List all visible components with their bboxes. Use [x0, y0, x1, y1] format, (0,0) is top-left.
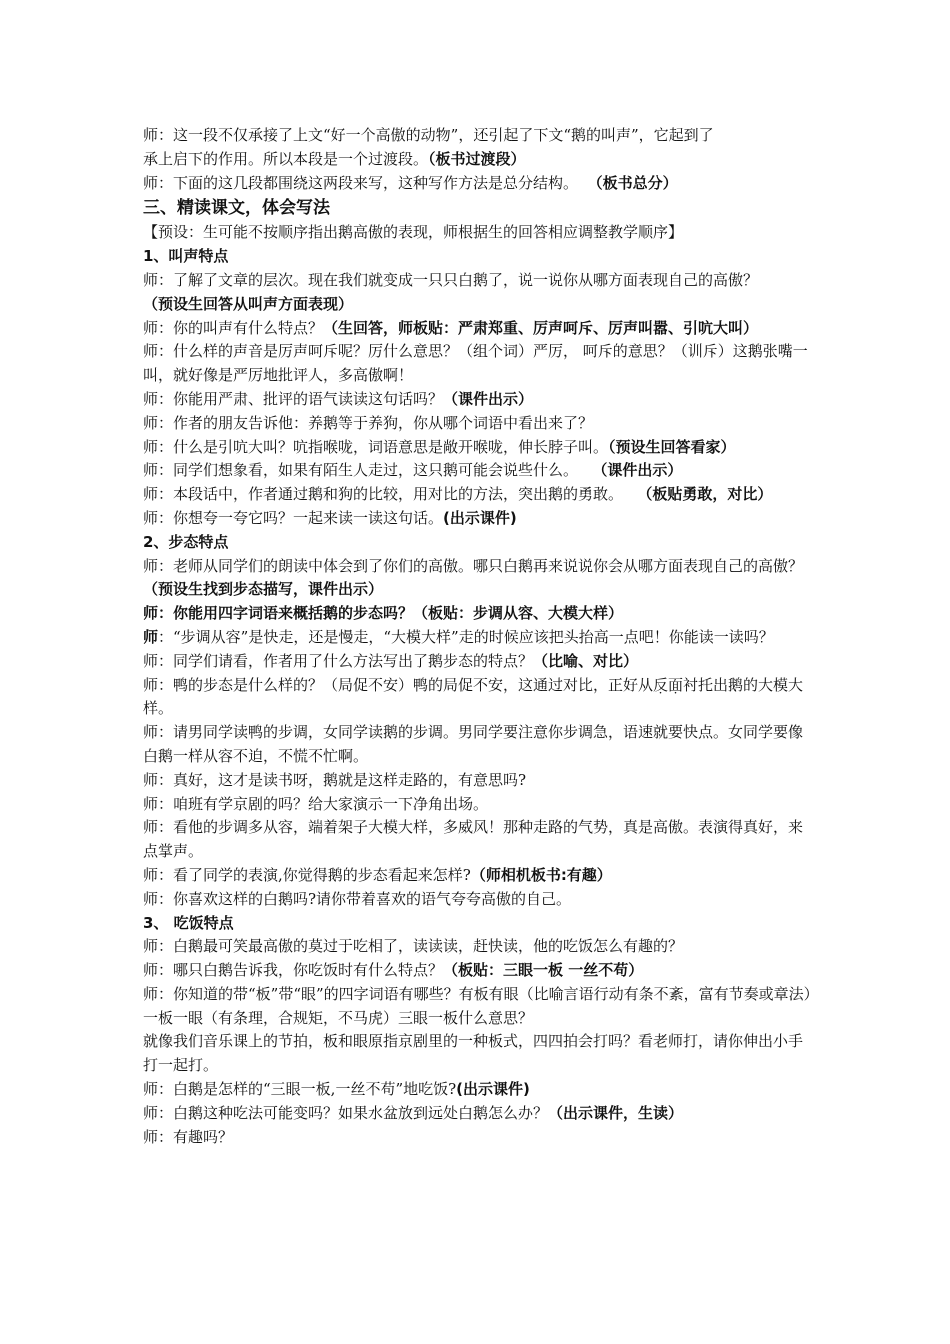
text: 师：看了同学的表演,你觉得鹅的步态看起来怎样?	[143, 865, 471, 884]
paragraph	[143, 1078, 815, 1102]
text: 师：什么是引吭大叫？吭指喉咙，词语意思是敞开喉咙，伸长脖子叫。	[143, 437, 609, 456]
paragraph	[143, 626, 815, 650]
board-note: （师相机板书:有趣）	[470, 865, 612, 884]
paragraph: 师：什么样的声音是厉声呵斥呢？厉什么意思？（组个词）严厉， 呵斥的意思？（训斥）这鹅张嘴一叫，就好像是严厉地批评人，多高傲啊！	[143, 342, 808, 385]
subsection-heading: 2、步态特点	[143, 532, 229, 551]
paragraph: 师：你喜欢这样的白鹅吗?请你带着喜欢的语气夸夸高傲的自己。	[143, 889, 572, 908]
text: 衬托出鹅的大模大样。	[143, 675, 804, 718]
text: 师：同学们请看，作者用了什么方法写出了鹅步态的特点？	[143, 651, 534, 670]
paragraph	[143, 674, 815, 722]
paragraph	[143, 1102, 815, 1126]
paragraph: 师：真好，这才是读书呀，鹅就是这样走路的，有意思吗?	[143, 770, 527, 789]
text: 师：这一段不仅承接了上文“好一个高傲的动物”，还引起了下文“鹅的叫声”，它起到了	[143, 126, 714, 144]
text: 师：你能用严肃、批评的语气读读这句话吗？	[143, 389, 444, 408]
text: 师：鸭的步态是什么样的？（局促不安）鸭的局促不安，这通过对比，正好从	[143, 675, 654, 694]
paragraph: 师：请男同学读鸭的步调，女同学读鹅的步调。男同学要注意你步调急，语速就要快点。女同学要像白鹅一样从容不迫，不慌不忙啊。	[143, 723, 804, 765]
paragraph	[143, 436, 815, 460]
text: 师：白鹅这种吃法可能变吗？如果水盆放到远处白鹅怎么办？	[143, 1103, 549, 1122]
board-note: （生回答，师板贴：严肃郑重、厉声呵斥、厉声叫嚣、引吭大叫）	[323, 318, 759, 337]
paragraph: 师：看他的步调多从容，端着架子大模大样，多威风！那种走路的气势，真是高傲。表演得真好，来点掌声。	[143, 818, 804, 861]
paragraph: 师：有趣吗？	[143, 1127, 234, 1146]
subsection-heading: 3、 吃饭特点	[143, 913, 234, 932]
paragraph: 师：咱班有学京剧的吗？给大家演示一下净角出场。	[143, 794, 489, 813]
speaker: 师	[143, 627, 159, 646]
board-note: （比喻、对比）	[533, 651, 639, 670]
paragraph	[143, 172, 815, 196]
paragraph	[143, 459, 815, 483]
text: 师：老师从同学们的朗读中体会到了你们的高傲。哪只白鹅再来说说你会从哪方面表现自己的高傲？	[143, 556, 804, 575]
paragraph	[143, 483, 815, 507]
emphasis-char: 反	[653, 675, 669, 694]
text: 师：你想夸一夸它吗？一起来读一读这句话。	[143, 508, 444, 527]
board-note: （出示课件，生读）	[548, 1103, 684, 1122]
text: 师：白鹅是怎样的“三眼一板,一丝不苟”地吃饭?	[143, 1080, 457, 1099]
emphasis-char: 面	[668, 675, 684, 694]
paragraph-bold: 师：你能用四字词语来概括鹅的步态吗？（板贴：步调从容、大模大样）	[143, 604, 624, 623]
board-note: （板书总分）	[587, 173, 678, 192]
paragraph: 师：白鹅最可笑最高傲的莫过于吃相了，读读读，赶快读，他的吃饭怎么有趣的？	[143, 937, 684, 956]
board-note: (出示课件)	[443, 508, 517, 527]
text: ：“步调从容”是快走，还是慢走，“大模大样”走的时候应该把头抬高一点吧！你能读一读吗？	[158, 627, 774, 646]
text: 师：你的叫声有什么特点？	[143, 318, 324, 337]
subsection-heading: 1、叫声特点	[143, 247, 229, 266]
paragraph	[143, 959, 815, 983]
text: 师：本段话中，作者通过鹅和狗的比较，用对比的方法，突出鹅的勇敢。	[143, 485, 624, 504]
text: 师：哪只白鹅告诉我，你吃饭时有什么特点？	[143, 961, 444, 980]
board-note: （板贴勇敢，对比）	[637, 485, 773, 504]
lesson-text	[143, 124, 815, 1149]
paragraph: 师：作者的朋友告诉他：养鹅等于养狗，你从哪个词语中看出来了？	[143, 413, 594, 432]
paragraph: 就像我们音乐课上的节拍，板和眼原指京剧里的一种板式，四四拍会打吗？看老师打，请你伸出小手打一起打。	[143, 1032, 804, 1075]
paragraph	[143, 317, 815, 341]
paragraph	[143, 124, 815, 172]
board-note: （课件出示）	[592, 461, 683, 480]
board-note: （板书过渡段）	[428, 149, 526, 168]
text: 承上启下的作用。所以本段是一个过渡段。	[143, 149, 429, 168]
paragraph	[143, 555, 815, 603]
board-note: （课件出示）	[443, 389, 534, 408]
board-note: （预设生回答从叫声方面表现）	[143, 294, 354, 313]
board-note: （预设生找到步态描写，课件出示）	[143, 580, 384, 599]
board-note: （预设生回答看家）	[608, 437, 736, 456]
text: 师：同学们想象看，如果有陌生人走过，这只鹅可能会说些什么。	[143, 461, 579, 480]
paragraph	[143, 650, 815, 674]
board-note: (出示课件)	[456, 1080, 530, 1099]
board-note: （板贴：三眼一板 一丝不苟）	[443, 961, 644, 980]
text: 师：了解了文章的层次。现在我们就变成一只只白鹅了，说一说你从哪方面表现自己的高傲？	[143, 270, 759, 289]
paragraph: 师：你知道的带“板”带“眼”的四字词语有哪些？有板有眼（比喻言语行动有条不紊，富有节奏或章法）一板一眼（有条理，合规矩，不马虎）三眼一板什么意思？	[143, 984, 812, 1027]
paragraph	[143, 388, 815, 412]
paragraph: 【预设：生可能不按顺序指出鹅高傲的表现，师根据生的回答相应调整教学顺序】	[143, 223, 684, 242]
paragraph	[143, 269, 815, 317]
section-heading: 三、精读课文，体会写法	[143, 198, 330, 219]
text: 师：下面的这几段都围绕这两段来写，这种写作方法是总分结构。	[143, 173, 579, 192]
paragraph	[143, 507, 815, 531]
paragraph	[143, 864, 815, 888]
